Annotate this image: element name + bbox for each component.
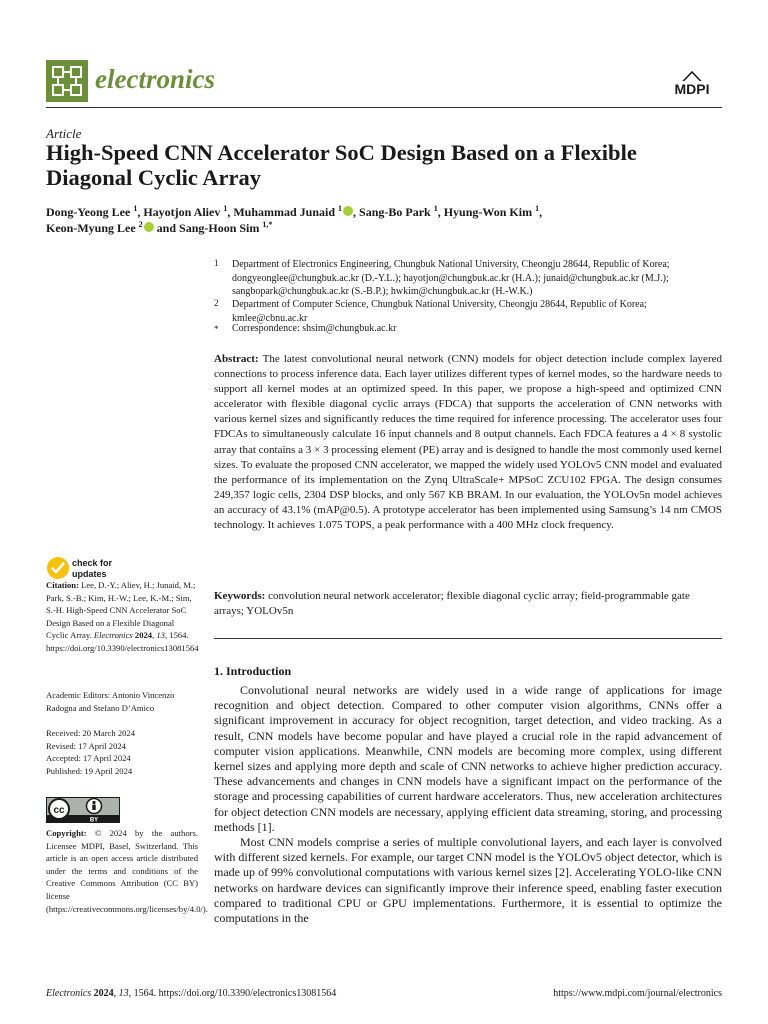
author-name: Muhammad Junaid — [233, 205, 336, 219]
citation: Citation: Lee, D.-Y.; Aliev, H.; Junaid, M.; Park, S.-B.; Kim, H.-W.; Lee, K.-M.; Sim, S.-H. High-Speed CNN Accelerator SoC Design Based on a Flexible Diagonal Cyclic Array. Electronics 2024, 13, 1564. https://doi.org/10.3390/electronics13081564 — [46, 580, 199, 653]
affiliation-number: * — [214, 324, 219, 334]
paragraph: Most CNN models comprise a series of multiple convolutional layers, and each layer is convolved with different sized kernels. For example, our target CNN model is the YOLOv5 object detector, which is made up of 99% convolutional computations with various kernel sizes [2]. Accelerating YOLO-like CNN networks on hardware devices can significantly improve their inference speed, enabling faster execution compared to traditional CPU or GPU implementations. Furthermore, it is essential to optimize the computations in the — [214, 835, 723, 926]
citation-label: Citation: — [46, 580, 79, 590]
reference-link[interactable]: [2] — [555, 865, 570, 880]
abstract — [214, 352, 722, 533]
paper-title: High-Speed CNN Accelerator SoC Design Based on a Flexible Diagonal Cyclic Array — [46, 140, 637, 190]
abstract-divider — [214, 638, 722, 639]
orcid-icon[interactable] — [144, 222, 154, 232]
copyright-notice: Copyright: © 2024 by the authors. Licensee MDPI, Basel, Switzerland. This article is an open access article distributed under the terms and conditions of the Creative Commons Attribution (CC BY) license (https://creativecommons.org/licenses/by/4.0/). — [46, 828, 208, 914]
reference-link[interactable]: [1] — [257, 819, 272, 834]
affiliation-text: Department of Electronics Engineering, Chungbuk National University, Cheongju 28644, Republic of Korea; dongyeonglee@chungbuk.ac.kr (D.-Y.L.); hayotjon@chungbuk.ac.kr (H.A.); junaid@chungbuk.ac.kr (M.J.); sangbopark@chungbuk.ac.kr (S.-B.P.); hwkim@chungbuk.ac.kr (H.-W.K.) — [232, 259, 670, 297]
footer-citation: Electronics 2024, 13, 1564. https://doi.org/10.3390/electronics13081564 — [46, 988, 337, 999]
date-accepted: Accepted: 17 April 2024 — [46, 753, 131, 764]
date-revised: Revised: 17 April 2024 — [46, 740, 126, 751]
date-received: Received: 20 March 2024 — [46, 728, 136, 738]
keywords-text: convolution neural network accelerator; flexible diagonal cyclic array; field-programmable gate arrays; YOLOv5n — [214, 590, 690, 618]
cc-by-label: BY — [89, 817, 99, 823]
mdpi-logo — [665, 69, 719, 99]
abstract-label: Abstract: — [214, 353, 259, 365]
author-list: Dong-Yeong Lee $^1$, Hayotjon Aliev $^1$, Muhammad Junaid $^1$ , Sang-Bo Park $^1$, Hyung-Won Kim $^1$, — [46, 204, 543, 219]
cc-by-license-icon[interactable] — [46, 797, 120, 823]
author-list-continued: Keon-Myung Lee $^2$ and Sang-Hoon Sim $^{1,*}$ — [46, 220, 273, 235]
section-heading: 1. Introduction — [214, 664, 292, 678]
footer-doi-link[interactable]: , 1564. https://doi.org/10.3390/electronics13081564 — [128, 988, 337, 999]
header-divider — [46, 107, 722, 108]
affiliation-number: 2 — [214, 298, 219, 308]
article-type: Article — [46, 126, 82, 141]
publication-dates — [46, 727, 198, 777]
footer-journal-url[interactable]: https://www.mdpi.com/journal/electronics — [553, 988, 722, 999]
keywords-label: Keywords: — [214, 590, 266, 602]
check-updates-text: updates — [72, 569, 107, 579]
author-name: Hyung-Won Kim — [443, 205, 533, 219]
author-name: Dong-Yeong Lee — [46, 205, 131, 219]
check-updates-text: check for — [72, 558, 113, 568]
svg-text:cc: cc — [53, 805, 65, 816]
author-name: Sang-Bo Park — [359, 205, 431, 219]
author-name: Sang-Hoon Sim — [179, 221, 260, 235]
author-name: Hayotjon Aliev — [143, 205, 221, 219]
journal-name: electronics — [95, 64, 215, 94]
keywords — [214, 589, 722, 619]
correspondence: Correspondence: shsim@chungbuk.ac.kr — [232, 323, 397, 334]
academic-editors: Academic Editors: Antonio Vincenzo Radogna and Stefano D’Amico — [46, 690, 175, 713]
affiliation-text: Department of Computer Science, Chungbuk National University, Cheongju 28644, Republic of Korea; kmlee@cbnu.ac.kr — [232, 299, 647, 324]
copyright-label: Copyright: — [46, 828, 87, 838]
orcid-icon[interactable] — [343, 206, 353, 216]
affiliation-number: 1 — [214, 258, 219, 268]
paragraph: Convolutional neural networks are widely used in a wide range of applications for image recognition and object detection. Compared to other computer vision algorithms, CNNs offer a significant improvement in accuracy for object recognition, target detection, and video tracking. As a result, CNN models have become popular and have played a crucial role in the rapid advancement of computer vision applications. Meanwhile, CNN models are becoming more complex, using different kernel sizes and applying more depth and scale of CNN networks to achieve higher prediction accuracy. These advancements and changes in CNN models have a significant impact on the performance of the storage and processing capabilities of current hardware accelerators. Thus, new acceleration architectures for object detection CNN models are necessary, applying efficient data streaming, storing, and processing methods [1]. — [214, 683, 722, 834]
citation-doi[interactable]: , 1564. https://doi.org/10.3390/electronics13081564 — [46, 630, 199, 653]
author-name: Keon-Myung Lee — [46, 221, 136, 235]
date-published: Published: 19 April 2024 — [46, 765, 133, 776]
publisher-name: MDPI — [674, 81, 710, 97]
journal-logo-icon — [46, 60, 88, 102]
abstract-text: The latest convolutional neural network (CNN) models for object detection include complex layered connections to process inference data. Each layer utilizes different types of kernel modes, so the hardware needs to support all kernel modes at an optimized speed. In this paper, we propose a high-speed and optimized CNN accelerator with flexible diagonal cyclic arrays (FDCA) that supports the acceleration of CNN networks with various kernel sizes and significantly reduces the time required for inference processing. The accelerator uses four FDCAs to simultaneously calculate 16 input channels and 8 output channels. Each FDCA features a 4 × 8 systolic array that contains a 3 × 3 processing element (PE) array and is designed to handle the most commonly used kernel sizes. To evaluate the proposed CNN accelerator, we mapped the widely used YOLOv5 CNN model and evaluated the performance of its implementation on the Zynq UltraScale+ MPSoC ZCU102 FPGA. The design consumes 249,357 logic cells, 2304 DSP blocks, and only 567 KB BRAM. In our evaluation, the YOLOv5n model achieves an accuracy of 43.1% (mAP@0.5). A prototype accelerator has been implemented using Samsung’s 14 nm CMOS technology. It achieves 1.075 TOPS, a peak performance with a 400 MHz clock frequency. — [214, 353, 722, 532]
section-body — [214, 683, 722, 926]
